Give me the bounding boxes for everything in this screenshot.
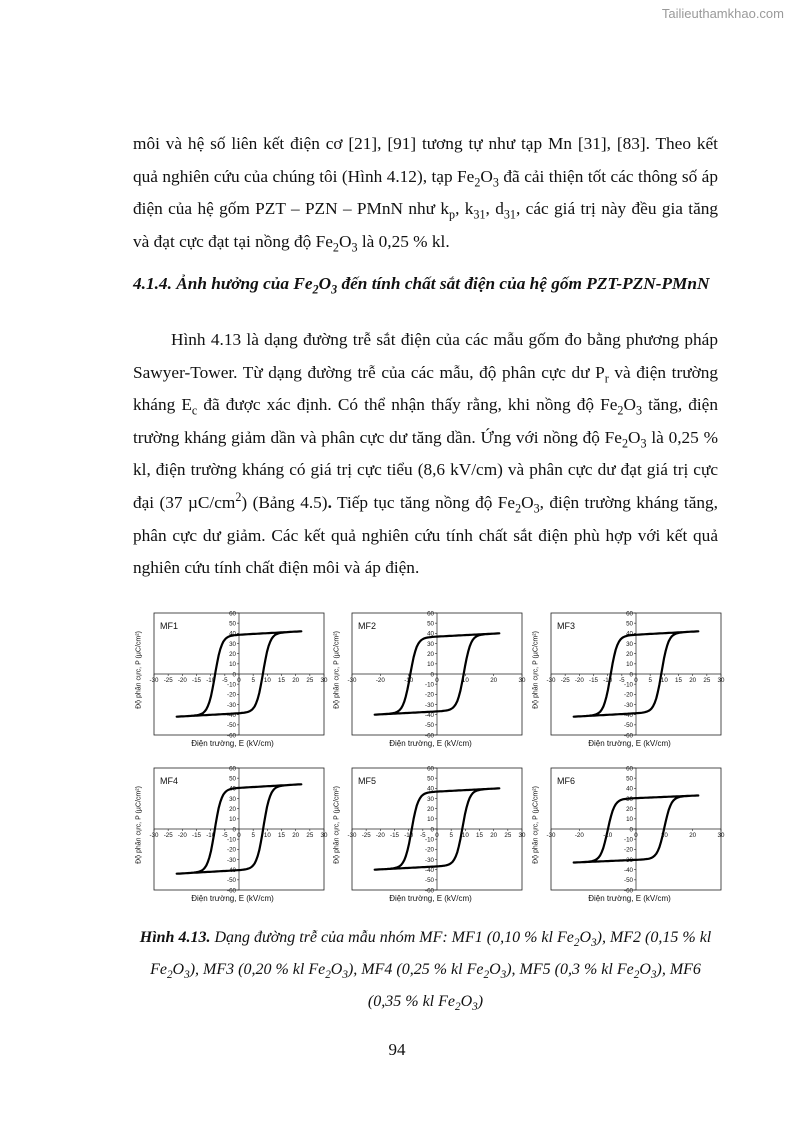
y-tick-label: 30 — [427, 795, 434, 803]
y-tick-label: 30 — [427, 640, 434, 648]
panel-mf6 — [532, 760, 727, 905]
x-tick-label: 0 — [634, 832, 638, 839]
x-tick-label: 20 — [490, 677, 498, 684]
y-tick-label: 30 — [626, 795, 633, 803]
y-tick-label: 20 — [626, 650, 633, 658]
x-axis-label: Điện trường, E (kV/cm) — [191, 739, 274, 748]
y-tick-label: -20 — [425, 691, 434, 699]
x-tick-label: -30 — [149, 832, 159, 839]
paragraph-2: Hình 4.13 là dạng đường trễ sắt điện của các mẫu gốm đo bằng phương pháp Sawyer-Tower. Từ dạng đường trễ của các mẫu, độ phân cực dư $P_r$ và điện trường kháng $E_c$ đã được xác định. Có thể nhận thấy rằng, khi nồng độ $Fe_2O_3$ tăng, điện trường kháng giảm dần và phân cực dư tăng dần. Ứng với nồng độ $Fe_2O_3$ là 0,25 % kl, điện trường kháng có giá trị cực tiểu (8,6 kV/cm) và phân cực dư đạt giá trị cực đại (37 $\mu C/cm^2$) (Bảng 4.5). Tiếp tục tăng nồng độ $Fe_2O_3$, điện trường kháng tăng, phân cực dư giảm. Các kết quả nghiên cứu tính chất sắt điện phù hợp với kết quả nghiên cứu tính chất điện môi và áp điện. — [133, 330, 718, 578]
x-tick-label: 15 — [476, 832, 483, 839]
y-tick-label: -60 — [624, 887, 633, 895]
y-tick-label: -10 — [425, 681, 434, 689]
panel-mf4 — [135, 760, 330, 905]
y-tick-label: -60 — [425, 732, 434, 740]
y-tick-label: 20 — [427, 805, 434, 813]
y-tick-label: -30 — [227, 856, 236, 864]
y-tick-label: 0 — [629, 826, 633, 834]
y-tick-label: 10 — [229, 661, 236, 669]
y-tick-label: 60 — [427, 610, 434, 618]
watermark: Tailieuthamkhao.com — [661, 6, 784, 21]
y-tick-label: 20 — [229, 650, 236, 658]
x-tick-label: -30 — [347, 677, 357, 684]
x-tick-label: -25 — [163, 677, 173, 684]
x-tick-label: 15 — [278, 677, 285, 684]
y-tick-label: -30 — [425, 701, 434, 709]
x-tick-label: 30 — [717, 677, 725, 684]
y-tick-label: 20 — [626, 805, 633, 813]
y-tick-label: 30 — [229, 640, 236, 648]
y-tick-label: 0 — [232, 826, 236, 834]
x-tick-label: 10 — [660, 832, 668, 839]
x-tick-label: 30 — [320, 677, 328, 684]
x-axis-label: Điện trường, E (kV/cm) — [389, 739, 472, 748]
x-tick-label: -10 — [206, 677, 216, 684]
x-tick-label: 25 — [504, 832, 512, 839]
y-tick-label: 10 — [626, 661, 633, 669]
y-axis-label: Độ phân cực, P (µC/cm²) — [135, 786, 143, 864]
x-tick-label: -20 — [375, 677, 385, 684]
x-tick-label: -15 — [192, 677, 201, 684]
x-tick-label: 30 — [717, 832, 725, 839]
y-tick-label: -10 — [624, 681, 633, 689]
x-tick-label: -10 — [603, 832, 613, 839]
paragraph-1: môi và hệ số liên kết điện cơ [21], [91] tương tự như tạp Mn [31], [83]. Theo kết quả nghiên cứu của chúng tôi (Hình 4.12), tạp $Fe_2O_3$ đã cải thiện tốt các thông số áp điện của hệ gốm PZT – PZN – PMnN như $k_p$, $k_{31}$, $d_{31}$, các giá trị này đều gia tăng và đạt cực đạt tại nồng độ $Fe_2O_3$ là 0,25 % kl. — [133, 134, 719, 255]
x-tick-label: 20 — [689, 832, 697, 839]
y-tick-label: 60 — [626, 765, 633, 773]
panel-label: MF2 — [358, 621, 376, 631]
x-tick-label: -30 — [347, 832, 357, 839]
y-tick-label: -40 — [624, 711, 633, 719]
x-tick-label: -5 — [222, 832, 228, 839]
y-axis-label: Độ phân cực, P (µC/cm²) — [532, 786, 540, 864]
y-tick-label: 0 — [232, 671, 236, 679]
y-tick-label: -40 — [425, 711, 434, 719]
panel-mf3 — [532, 605, 727, 750]
y-tick-label: -50 — [624, 722, 633, 730]
x-tick-label: 25 — [306, 677, 314, 684]
y-tick-label: -40 — [227, 711, 236, 719]
x-tick-label: -20 — [574, 677, 584, 684]
y-tick-label: -30 — [624, 701, 633, 709]
y-tick-label: 50 — [626, 775, 633, 783]
x-tick-label: -10 — [206, 832, 216, 839]
x-tick-label: -20 — [177, 677, 187, 684]
y-tick-label: -30 — [624, 856, 633, 864]
y-tick-label: 40 — [626, 630, 633, 638]
x-tick-label: -5 — [222, 677, 228, 684]
y-tick-label: -20 — [624, 691, 633, 699]
x-tick-label: 10 — [263, 677, 271, 684]
y-tick-label: -60 — [227, 732, 236, 740]
y-tick-label: 30 — [626, 640, 633, 648]
y-tick-label: -40 — [227, 866, 236, 874]
y-tick-label: 40 — [427, 630, 434, 638]
y-tick-label: 20 — [427, 650, 434, 658]
x-axis-label: Điện trường, E (kV/cm) — [588, 739, 671, 748]
x-tick-label: -10 — [404, 832, 414, 839]
x-tick-label: 30 — [518, 832, 526, 839]
y-tick-label: 0 — [629, 671, 633, 679]
x-tick-label: 5 — [251, 832, 255, 839]
y-tick-label: 60 — [229, 765, 236, 773]
y-tick-label: 50 — [626, 620, 633, 628]
y-tick-label: 10 — [229, 816, 236, 824]
y-axis-label: Độ phân cực, P (µC/cm²) — [333, 786, 341, 864]
y-tick-label: -50 — [624, 877, 633, 885]
panel-mf5 — [333, 760, 528, 905]
y-tick-label: 30 — [229, 795, 236, 803]
x-tick-label: 10 — [660, 677, 668, 684]
y-tick-label: -20 — [624, 846, 633, 854]
figure-caption: Hình 4.13. Dạng đường trễ của mẫu nhóm MF: MF1 (0,10 % kl $Fe_2O_3$), MF2 (0,15 % kl $Fe_2O_3$), MF3 (0,20 % kl $Fe_2O_3$), MF4 (0,25 % kl $Fe_2O_3$), MF5 (0,3 % kl $Fe_2O_3$), MF6 (0,35 % kl $Fe_2O_3$) — [139, 929, 712, 1014]
x-tick-label: 30 — [518, 677, 526, 684]
x-tick-label: -25 — [560, 677, 570, 684]
panel-label: MF6 — [557, 776, 575, 786]
x-axis-label: Điện trường, E (kV/cm) — [389, 894, 472, 903]
x-tick-label: 10 — [461, 832, 469, 839]
x-tick-label: -30 — [149, 677, 159, 684]
x-tick-label: -20 — [177, 832, 187, 839]
x-tick-label: 5 — [251, 677, 255, 684]
y-tick-label: 20 — [229, 805, 236, 813]
y-axis-label: Độ phân cực, P (µC/cm²) — [532, 631, 540, 709]
x-tick-label: 10 — [263, 832, 271, 839]
x-tick-label: 0 — [237, 832, 241, 839]
y-axis-label: Độ phân cực, P (µC/cm²) — [135, 631, 143, 709]
y-tick-label: -30 — [425, 856, 434, 864]
x-tick-label: -15 — [589, 677, 598, 684]
y-tick-label: 10 — [427, 816, 434, 824]
x-tick-label: 20 — [292, 677, 300, 684]
y-tick-label: 40 — [229, 785, 236, 793]
panel-mf1 — [135, 605, 330, 750]
y-tick-label: 0 — [430, 826, 434, 834]
x-tick-label: 5 — [648, 677, 652, 684]
x-tick-label: 20 — [490, 832, 498, 839]
x-tick-label: -15 — [192, 832, 201, 839]
x-tick-label: 0 — [237, 677, 241, 684]
y-tick-label: 50 — [427, 620, 434, 628]
y-tick-label: 50 — [427, 775, 434, 783]
x-tick-label: 25 — [306, 832, 314, 839]
x-tick-label: 5 — [449, 832, 453, 839]
y-tick-label: -20 — [227, 691, 236, 699]
y-tick-label: -10 — [425, 836, 434, 844]
y-tick-label: 10 — [427, 661, 434, 669]
y-tick-label: -10 — [227, 836, 236, 844]
x-tick-label: -5 — [420, 832, 426, 839]
section-heading: 4.1.4. Ảnh hưởng của $Fe_2O_3$ đến tính chất sắt điện của hệ gốm PZT-PZN-PMnN — [133, 274, 710, 297]
x-tick-label: -30 — [546, 677, 556, 684]
page-number: 94 — [388, 1040, 406, 1059]
x-tick-label: -10 — [603, 677, 613, 684]
y-tick-label: 10 — [626, 816, 633, 824]
x-axis-label: Điện trường, E (kV/cm) — [191, 894, 274, 903]
y-tick-label: -20 — [227, 846, 236, 854]
x-tick-label: -20 — [574, 832, 584, 839]
y-tick-label: -50 — [425, 877, 434, 885]
x-tick-label: 0 — [435, 832, 439, 839]
y-tick-label: 60 — [229, 610, 236, 618]
panel-label: MF3 — [557, 621, 575, 631]
y-tick-label: -40 — [624, 866, 633, 874]
y-tick-label: 0 — [430, 671, 434, 679]
x-tick-label: 15 — [278, 832, 285, 839]
y-tick-label: -30 — [227, 701, 236, 709]
hysteresis-figure — [135, 605, 725, 910]
y-tick-label: -60 — [624, 732, 633, 740]
x-tick-label: -5 — [619, 677, 625, 684]
x-tick-label: 25 — [703, 677, 711, 684]
x-tick-label: -25 — [163, 832, 173, 839]
x-tick-label: 10 — [461, 677, 469, 684]
x-tick-label: -30 — [546, 832, 556, 839]
y-tick-label: -50 — [425, 722, 434, 730]
x-tick-label: 20 — [292, 832, 300, 839]
y-tick-label: 40 — [229, 630, 236, 638]
y-tick-label: -10 — [624, 836, 633, 844]
panel-mf2 — [333, 605, 528, 750]
panel-label: MF4 — [160, 776, 178, 786]
x-tick-label: 15 — [675, 677, 682, 684]
y-tick-label: -10 — [227, 681, 236, 689]
y-tick-label: -50 — [227, 877, 236, 885]
y-tick-label: 50 — [229, 775, 236, 783]
y-axis-label: Độ phân cực, P (µC/cm²) — [333, 631, 341, 709]
y-tick-label: 40 — [626, 785, 633, 793]
y-tick-label: -60 — [425, 887, 434, 895]
x-tick-label: 20 — [689, 677, 697, 684]
panel-label: MF1 — [160, 621, 178, 631]
y-tick-label: -60 — [227, 887, 236, 895]
x-tick-label: 0 — [435, 677, 439, 684]
x-axis-label: Điện trường, E (kV/cm) — [588, 894, 671, 903]
y-tick-label: 60 — [626, 610, 633, 618]
y-tick-label: 40 — [427, 785, 434, 793]
y-tick-label: -40 — [425, 866, 434, 874]
y-tick-label: -50 — [227, 722, 236, 730]
y-tick-label: 50 — [229, 620, 236, 628]
panel-label: MF5 — [358, 776, 376, 786]
x-tick-label: -10 — [404, 677, 414, 684]
y-tick-label: 60 — [427, 765, 434, 773]
x-tick-label: -20 — [375, 832, 385, 839]
x-tick-label: -25 — [361, 832, 371, 839]
y-tick-label: -20 — [425, 846, 434, 854]
x-tick-label: -15 — [390, 832, 399, 839]
x-tick-label: 0 — [634, 677, 638, 684]
x-tick-label: 30 — [320, 832, 328, 839]
